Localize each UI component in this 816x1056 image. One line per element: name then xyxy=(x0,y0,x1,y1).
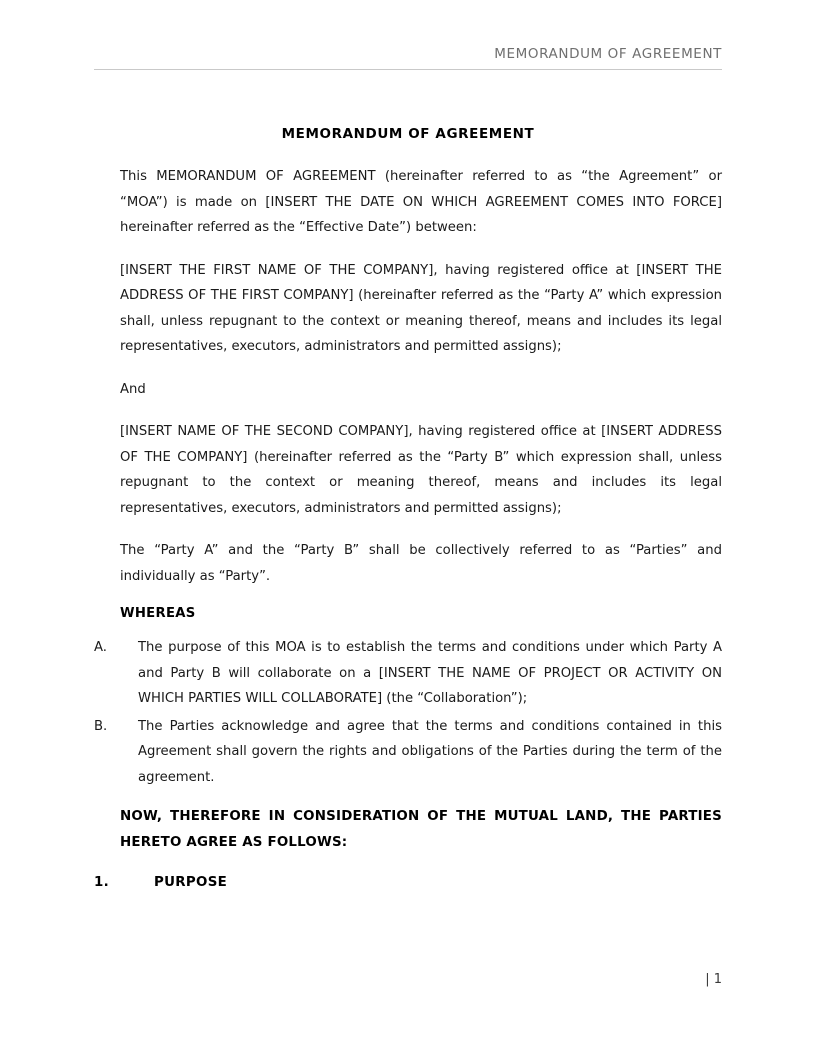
section-heading-1 xyxy=(94,875,722,890)
paragraph-party-a: [INSERT THE FIRST NAME OF THE COMPANY], having registered office at [INSERT THE ADDRESS OF THE FIRST COMPANY] (hereinafter referred as the “Party A” which expression shall, unless repugnant to the context or meaning thereof, means and includes its legal representatives, executors, administrators and permitted assigns); xyxy=(120,262,722,354)
page-number: | 1 xyxy=(705,972,722,987)
now-therefore-statement: NOW, THEREFORE IN CONSIDERATION OF THE MUTUAL LAND, THE PARTIES HERETO AGREE AS FOLLOWS: xyxy=(120,809,722,850)
section-title-1: PURPOSE xyxy=(154,875,228,890)
paragraph-parties-definition: The “Party A” and the “Party B” shall be collectively referred to as “Parties” and individually as “Party”. xyxy=(120,543,722,584)
page-footer xyxy=(94,972,722,987)
paragraph-and: And xyxy=(120,381,146,397)
recitals-list xyxy=(94,635,722,790)
header-running-title: MEMORANDUM OF AGREEMENT xyxy=(494,46,722,62)
page-header xyxy=(94,46,722,70)
paragraph-party-b: [INSERT NAME OF THE SECOND COMPANY], having registered office at [INSERT ADDRESS OF THE COMPANY] (hereinafter referred as the “Party B” which expression shall, unless repugnant to the context or meaning thereof, means and includes its legal representatives, executors, administrators and permitted assigns); xyxy=(120,424,722,516)
list-item xyxy=(94,635,722,712)
document-body xyxy=(94,126,722,890)
header-divider xyxy=(94,69,722,70)
recital-text-a: The purpose of this MOA is to establish the terms and conditions under which Party A and Party B will collaborate on a [INSERT THE NAME OF PROJECT OR ACTIVITY ON WHICH PARTIES WILL COLLABORATE] (the “Collaboration”); xyxy=(138,640,722,706)
list-item xyxy=(94,714,722,791)
recital-marker-a: A. xyxy=(94,640,107,655)
paragraph-intro: This MEMORANDUM OF AGREEMENT (hereinafter referred to as “the Agreement” or “MOA”) is made on [INSERT THE DATE ON WHICH AGREEMENT COMES INTO FORCE] hereinafter referred as the “Effective Date”) between: xyxy=(120,169,722,235)
section-marker-1: 1. xyxy=(94,875,110,890)
recital-marker-b: B. xyxy=(94,718,108,734)
whereas-heading: WHEREAS xyxy=(120,606,196,621)
recital-text-b: The Parties acknowledge and agree that the terms and conditions contained in this Agreement shall govern the rights and obligations of the Parties during the term of the agreement. xyxy=(138,718,722,785)
document-title: MEMORANDUM OF AGREEMENT xyxy=(281,126,535,142)
